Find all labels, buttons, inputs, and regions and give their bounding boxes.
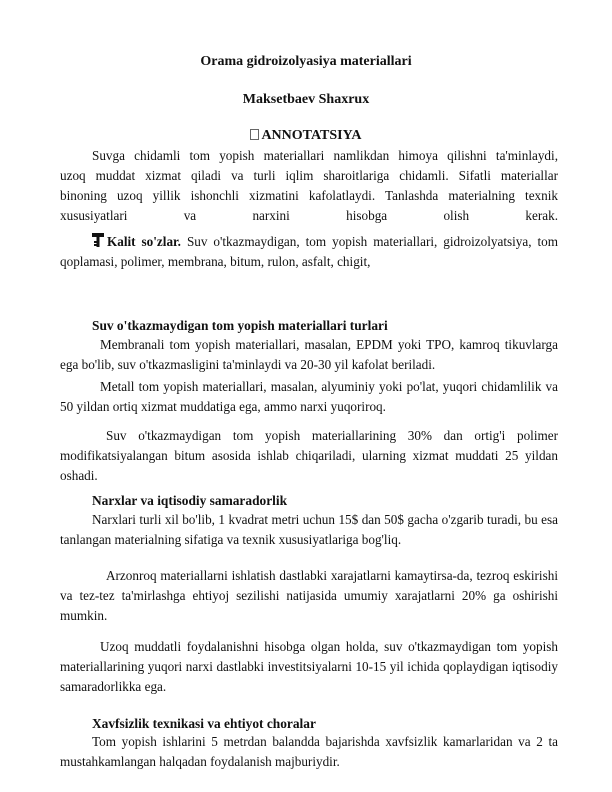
abstract-line-4: xususiyatlari va narxini hisobga olish kerak. <box>60 208 558 223</box>
section-heading-types: Suv o'tkazmaydigan tom yopish materiallari turlari <box>92 318 388 333</box>
section-heading-prices: Narxlar va iqtisodiy samaradorlik <box>92 493 288 508</box>
section1-paragraph-3: Suv o'tkazmaydigan tom yopish materiallarining 30% dan ortig'i polimer modifikatsiyalangan bitum asosida ishlab chiqariladi, ularning xizmat muddati 25 yildan oshadi. <box>60 428 558 483</box>
keywords-text: Suv o'tkazmaydigan, tom yopish materiallari, gidroizolyatsiya, tom qoplamasi, polimer, membrana, bitum, rulon, asfalt, chigit, <box>60 234 559 269</box>
key-icon <box>92 233 104 249</box>
abstract-line-3: binoning uzoq yillik ishonchli xizmatini kafolatlaydi. Tanlashda materialning texnik <box>60 188 558 203</box>
section2-paragraph-3: Uzoq muddatli foydalanishni hisobga olgan holda, suv o'tkazmaydigan tom yopish materiallarining yuqori narxi dastlabki investitsiyalarni 10-15 yil ichida qoplaydigan iqtisodiy samaradorlikka ega. <box>60 639 558 694</box>
abstract-line-2: uzoq muddat xizmat qiladi va turli iqlim sharoitlariga chidamli. Sifatli materiallar <box>60 168 558 183</box>
missing-glyph-icon <box>250 129 259 140</box>
section-heading-safety: Xavfsizlik texnikasi va ehtiyot choralar <box>92 716 316 731</box>
section2-paragraph-2: Arzonroq materiallarni ishlatish dastlabki xarajatlarni kamaytirsa-da, tezroq eskirishi va tez-tez ta'mirlashga ehtiyoj sezilishi natijasida umumiy xarajatlarni 20% ga oshirishi mumkin. <box>60 568 558 623</box>
abstract-heading <box>0 126 612 146</box>
keywords-label: Kalit so'zlar. <box>107 234 181 249</box>
document-title: Orama gidroizolyasiya materiallari <box>200 54 412 69</box>
author-name: Maksetbaev Shaxrux <box>242 92 370 107</box>
keywords-paragraph <box>60 232 558 272</box>
section1-paragraph-1: Membranali tom yopish materiallari, masalan, EPDM yoki TPO, kamroq tikuvlarga ega bo'lib, suv o'tkazmasligini ta'minlaydi va 20-30 yil kafolat beriladi. <box>60 337 558 372</box>
section1-paragraph-2: Metall tom yopish materiallari, masalan, alyuminiy yoki po'lat, yuqori chidamlilik va 50 yildan ortiq xizmat muddatiga ega, ammo narxi yuqoriroq. <box>60 379 558 414</box>
abstract-body <box>60 146 558 226</box>
abstract-line-1: Suvga chidamli tom yopish materiallari namlikdan himoya qilishni ta'minlaydi, <box>92 148 558 163</box>
section2-paragraph-1: Narxlari turli xil bo'lib, 1 kvadrat metri uchun 15$ dan 50$ gacha o'zgarib turadi, bu esa tanlangan materialning sifatiga va texnik xususiyatlariga bog'liq. <box>60 512 558 547</box>
section3-paragraph-1: Tom yopish ishlarini 5 metrdan balandda bajarishda xavfsizlik kamarlaridan va 2 ta mustahkamlangan halqadan foydalanish majburiydir. <box>60 734 558 769</box>
abstract-heading-text: ANNOTATSIYA <box>261 128 362 143</box>
